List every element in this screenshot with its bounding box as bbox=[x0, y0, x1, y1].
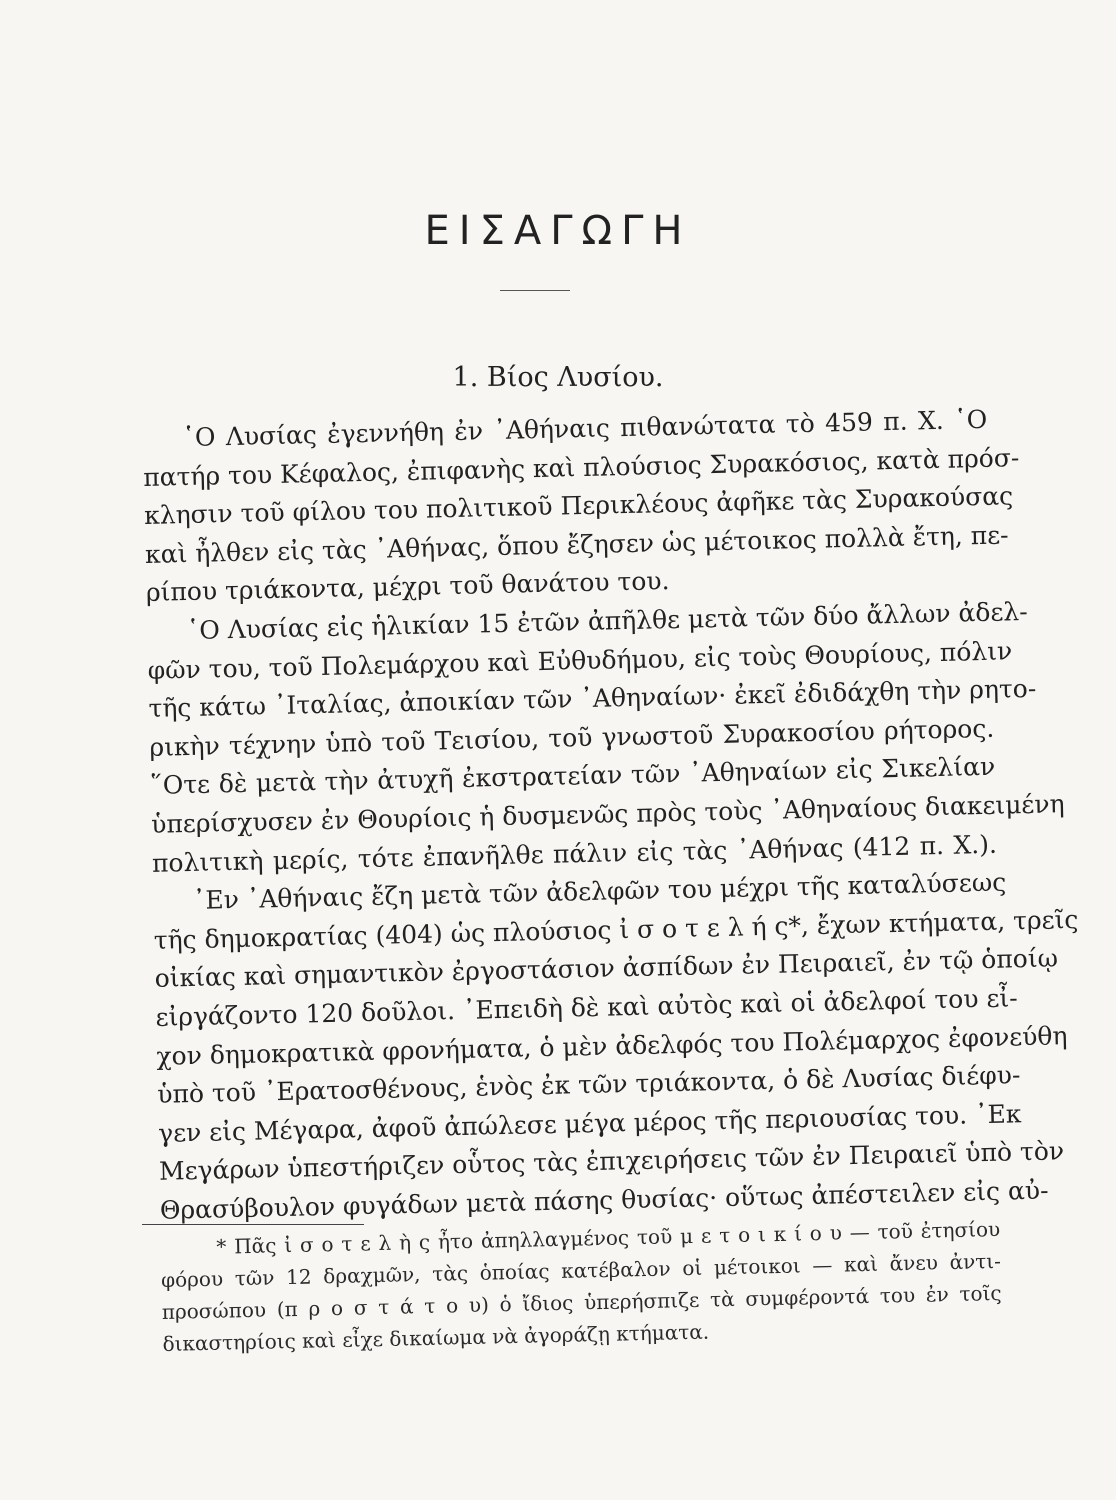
body-line: ὑπὸ τοῦ ᾿Ερατοσθένους, ἑνὸς ἐκ τῶν τριάκοντα, ὁ δὲ Λυσίας διέφυ- bbox=[156, 1060, 1021, 1109]
body-line: ῞Οτε δὲ μετὰ τὴν ἀτυχῆ ἐκστρατείαν τῶν ᾿Αθηναίων εἰς Σικελίαν bbox=[149, 752, 996, 801]
section-number: 1. bbox=[452, 362, 479, 393]
body-line: κλησιν τοῦ φίλου του πολιτικοῦ Περικλέους ἀφῆκε τὰς Συρακούσας bbox=[143, 481, 1014, 531]
body-line: Θρασύβουλον φυγάδων μετὰ πάσης θυσίας· οὕτως ἀπέστειλεν εἰς αὐ- bbox=[159, 1175, 1049, 1225]
body-line: χον δημοκρατικὰ φρονήματα, ὁ μὲν ἀδελφός του Πολέμαρχος ἐφονεύθη bbox=[156, 1020, 1068, 1071]
body-line: πολιτικὴ μερίς, τότε ἐπανῆλθε πάλιν εἰς τὰς ᾿Αθήνας (412 π. Χ.). bbox=[151, 829, 998, 878]
body-line: καὶ ἦλθεν εἰς τὰς ᾿Αθήνας, ὅπου ἔζησεν ὡς μέτοικος πολλὰ ἔτη, πε- bbox=[144, 520, 1009, 569]
body-line: ὑπερίσχυσεν ἐν Θουρίοις ἡ δυσμενῶς πρὸς τοὺς ᾿Αθηναίους διακειμένη bbox=[150, 789, 1065, 839]
body-line: Μεγάρων ὑπεστήριζεν οὗτος τὰς ἐπιχειρήσεις τῶν ἐν Πειραιεῖ ὑπὸ τὸν bbox=[158, 1136, 1065, 1187]
body-text bbox=[142, 401, 1079, 1230]
body-line: τῆς δημοκρατίας (404) ὡς πλούσιος ἰ σ ο τ ε λ ή ς*, ἔχων κτήματα, τρεῖς bbox=[153, 904, 1079, 955]
footnote bbox=[160, 1213, 1003, 1360]
body-line: φῶν του, τοῦ Πολεμάρχου καὶ Εὐθυδήμου, εἰς τοὺς Θουρίους, πόλιν bbox=[147, 635, 1013, 685]
body-line: οἰκίας καὶ σημαντικὸν ἐργοστάσιον ἀσπίδων ἐν Πειραιεῖ, ἐν τῷ ὁποίῳ bbox=[154, 943, 1059, 994]
section-heading bbox=[0, 362, 1116, 393]
body-line: εἰργάζοντο 120 δοῦλοι. ᾿Επειδὴ δὲ καὶ αὐτὸς καὶ οἱ ἀδελφοί του εἶ- bbox=[155, 983, 1018, 1032]
footnote-line: δικαστηρίοις καὶ εἶχε δικαίωμα νὰ ἀγοράζῃ κτήματα. bbox=[162, 1319, 710, 1356]
body-line: ρίπου τριάκοντα, μέχρι τοῦ θανάτου του. bbox=[145, 566, 670, 608]
page-title: ΕΙΣΑΓΩΓΗ bbox=[424, 208, 692, 254]
body-line: ρικὴν τέχνην ὑπὸ τοῦ Τεισίου, τοῦ γνωστοῦ Συρακοσίου ρήτορος. bbox=[149, 713, 995, 762]
footnote-line: * Πᾶς ἰ σ ο τ ε λ ὴ ς ἦτο ἀπηλλαγμένος τοῦ μ ε τ ο ι κ ί ο υ — τοῦ ἐτησίου bbox=[216, 1216, 1001, 1259]
body-line: ῾Ο Λυσίας ἐγεννήθη ἐν ᾿Αθήναις πιθανώτατα τὸ 459 π. Χ. ῾Ο bbox=[182, 404, 988, 453]
body-line: πατήρ του Κέφαλος, ἐπιφανὴς καὶ πλούσιος Συρακόσιος, κατὰ πρόσ- bbox=[142, 442, 1020, 492]
body-line: γεν εἰς Μέγαρα, ἀφοῦ ἀπώλεσε μέγα μέρος τῆς περιουσίας του. ᾿Εκ bbox=[157, 1098, 1022, 1148]
body-line: ῾Ο Λυσίας εἰς ἡλικίαν 15 ἐτῶν ἀπῆλθε μετὰ τῶν δύο ἄλλων ἀδελ- bbox=[186, 596, 1028, 646]
footnote-line: προσώπου (π ρ ο σ τ ά τ ο υ) ὁ ἴδιος ὑπερήσπιζε τὰ συμφέροντά του ἐν τοῖς bbox=[161, 1280, 1002, 1324]
footnote-divider bbox=[142, 1224, 364, 1225]
title-divider bbox=[500, 290, 570, 291]
body-line: τῆς κάτω ᾿Ιταλίας, ἀποικίαν τῶν ᾿Αθηναίων· ἐκεῖ ἐδιδάχθη τὴν ρητο- bbox=[148, 673, 1037, 724]
section-title: Βίος Λυσίου. bbox=[486, 362, 664, 393]
footnote-line: φόρου τῶν 12 δραχμῶν, τὰς ὁποίας κατέβαλον οἱ μέτοικοι — καὶ ἄνευ ἀντι- bbox=[160, 1248, 1002, 1292]
body-line: ᾿Εν ᾿Αθήναις ἔζη μετὰ τῶν ἀδελφῶν του μέχρι τῆς καταλύσεως bbox=[192, 867, 1007, 916]
